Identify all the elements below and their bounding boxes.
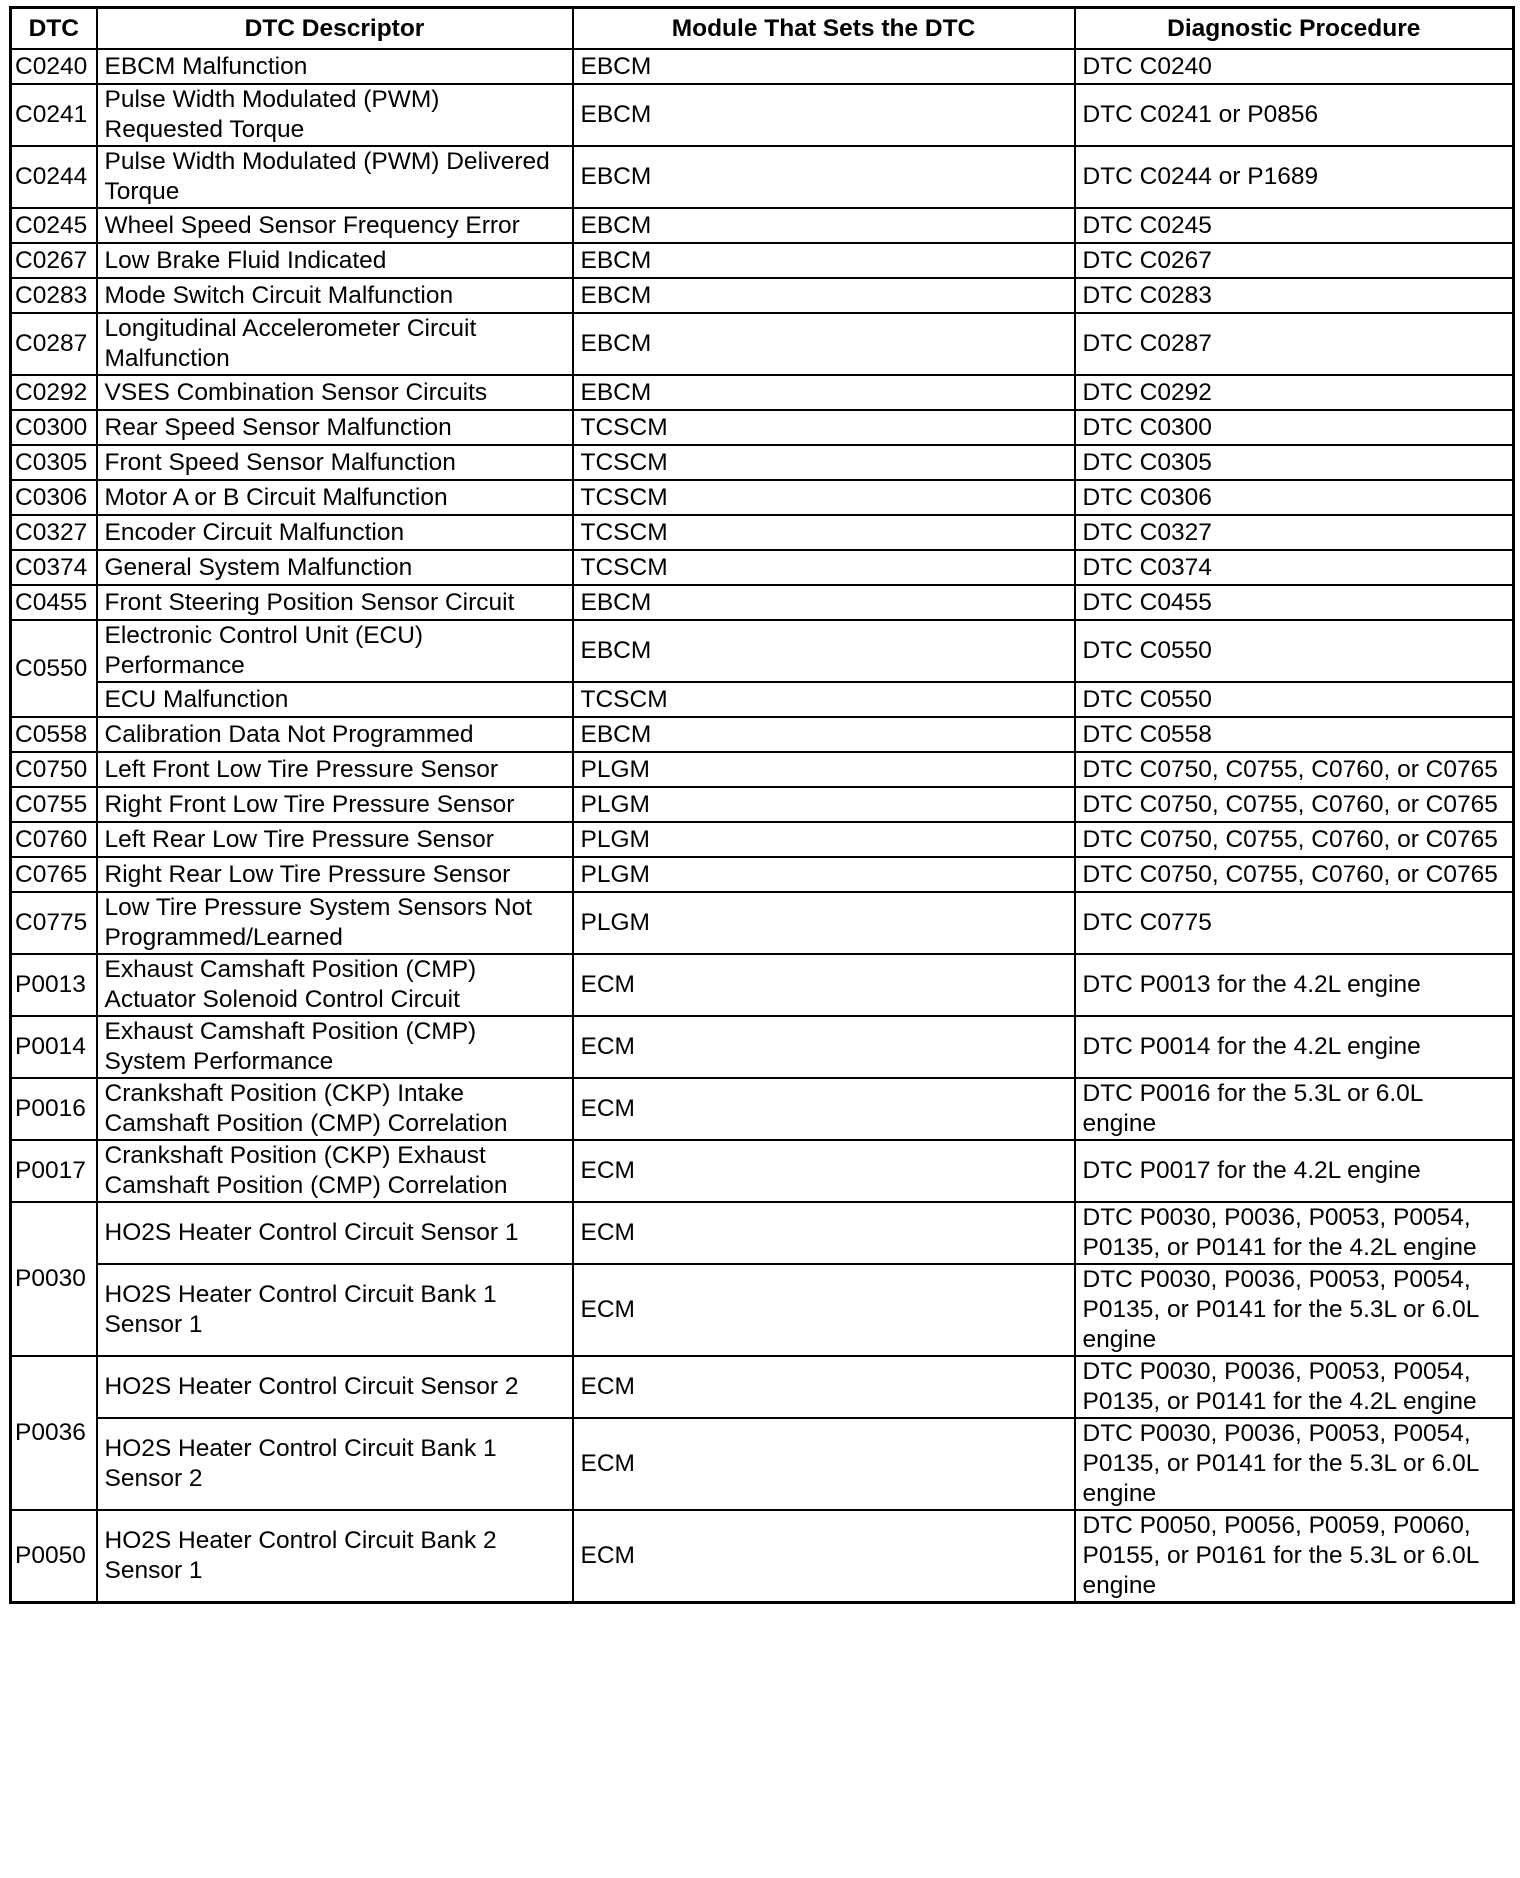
table-row (11, 1264, 1514, 1356)
table-row (11, 243, 1514, 278)
module-cell: EBCM (573, 49, 1075, 84)
procedure-cell: DTC C0305 (1075, 445, 1514, 480)
dtc-code-cell: P0030 (11, 1202, 97, 1356)
dtc-code-cell: C0455 (11, 585, 97, 620)
procedure-cell: DTC C0750, C0755, C0760, or C0765 (1075, 822, 1514, 857)
module-cell: ECM (573, 1078, 1075, 1140)
dtc-descriptor-cell: Electronic Control Unit (ECU) Performance (97, 620, 573, 682)
table-row (11, 822, 1514, 857)
module-cell: EBCM (573, 717, 1075, 752)
table-row (11, 146, 1514, 208)
dtc-code-cell: C0750 (11, 752, 97, 787)
table-row (11, 84, 1514, 146)
procedure-cell: DTC C0750, C0755, C0760, or C0765 (1075, 787, 1514, 822)
table-row (11, 752, 1514, 787)
dtc-descriptor-cell: Rear Speed Sensor Malfunction (97, 410, 573, 445)
dtc-descriptor-cell: HO2S Heater Control Circuit Bank 1 Sensor 1 (97, 1264, 573, 1356)
module-cell: EBCM (573, 278, 1075, 313)
dtc-code-cell: C0300 (11, 410, 97, 445)
module-cell: ECM (573, 1140, 1075, 1202)
table-row (11, 313, 1514, 375)
dtc-descriptor-cell: Mode Switch Circuit Malfunction (97, 278, 573, 313)
table-row (11, 208, 1514, 243)
dtc-code-cell: C0283 (11, 278, 97, 313)
module-cell: ECM (573, 1202, 1075, 1264)
dtc-descriptor-cell: EBCM Malfunction (97, 49, 573, 84)
module-cell: TCSCM (573, 515, 1075, 550)
dtc-code-cell: P0013 (11, 954, 97, 1016)
module-cell: ECM (573, 1016, 1075, 1078)
table-row (11, 550, 1514, 585)
dtc-descriptor-cell: Right Front Low Tire Pressure Sensor (97, 787, 573, 822)
procedure-cell: DTC P0030, P0036, P0053, P0054, P0135, or P0141 for the 5.3L or 6.0L engine (1075, 1264, 1514, 1356)
header-module: Module That Sets the DTC (573, 8, 1075, 50)
dtc-descriptor-cell: Low Tire Pressure System Sensors Not Programmed/Learned (97, 892, 573, 954)
procedure-cell: DTC C0306 (1075, 480, 1514, 515)
procedure-cell: DTC C0558 (1075, 717, 1514, 752)
module-cell: TCSCM (573, 480, 1075, 515)
dtc-code-cell: P0014 (11, 1016, 97, 1078)
header-dtc: DTC (11, 8, 97, 50)
dtc-descriptor-cell: Exhaust Camshaft Position (CMP) Actuator Solenoid Control Circuit (97, 954, 573, 1016)
procedure-cell: DTC C0292 (1075, 375, 1514, 410)
procedure-cell: DTC C0283 (1075, 278, 1514, 313)
dtc-code-cell: C0244 (11, 146, 97, 208)
table-row (11, 1418, 1514, 1510)
dtc-code-cell: C0306 (11, 480, 97, 515)
dtc-code-cell: C0550 (11, 620, 97, 717)
module-cell: ECM (573, 1356, 1075, 1418)
procedure-cell: DTC P0014 for the 4.2L engine (1075, 1016, 1514, 1078)
dtc-descriptor-cell: Calibration Data Not Programmed (97, 717, 573, 752)
procedure-cell: DTC C0244 or P1689 (1075, 146, 1514, 208)
header-descriptor: DTC Descriptor (97, 8, 573, 50)
procedure-cell: DTC P0017 for the 4.2L engine (1075, 1140, 1514, 1202)
table-row (11, 1510, 1514, 1603)
dtc-code-cell: C0267 (11, 243, 97, 278)
procedure-cell: DTC P0050, P0056, P0059, P0060, P0155, or P0161 for the 5.3L or 6.0L engine (1075, 1510, 1514, 1603)
procedure-cell: DTC C0550 (1075, 620, 1514, 682)
dtc-descriptor-cell: Low Brake Fluid Indicated (97, 243, 573, 278)
dtc-descriptor-cell: Front Speed Sensor Malfunction (97, 445, 573, 480)
module-cell: PLGM (573, 787, 1075, 822)
table-row (11, 954, 1514, 1016)
procedure-cell: DTC C0750, C0755, C0760, or C0765 (1075, 857, 1514, 892)
dtc-descriptor-cell: ECU Malfunction (97, 682, 573, 717)
dtc-descriptor-cell: Crankshaft Position (CKP) Intake Camshaft Position (CMP) Correlation (97, 1078, 573, 1140)
procedure-cell: DTC C0550 (1075, 682, 1514, 717)
module-cell: EBCM (573, 313, 1075, 375)
dtc-descriptor-cell: Pulse Width Modulated (PWM) Requested Torque (97, 84, 573, 146)
module-cell: TCSCM (573, 445, 1075, 480)
procedure-cell: DTC C0300 (1075, 410, 1514, 445)
procedure-cell: DTC C0327 (1075, 515, 1514, 550)
table-row (11, 857, 1514, 892)
dtc-code-cell: P0016 (11, 1078, 97, 1140)
table-row (11, 1202, 1514, 1264)
module-cell: EBCM (573, 84, 1075, 146)
table-row (11, 375, 1514, 410)
dtc-descriptor-cell: Left Front Low Tire Pressure Sensor (97, 752, 573, 787)
module-cell: EBCM (573, 146, 1075, 208)
dtc-descriptor-cell: Exhaust Camshaft Position (CMP) System Performance (97, 1016, 573, 1078)
dtc-code-cell: P0036 (11, 1356, 97, 1510)
module-cell: ECM (573, 1264, 1075, 1356)
dtc-code-cell: C0240 (11, 49, 97, 84)
dtc-descriptor-cell: Pulse Width Modulated (PWM) Delivered Torque (97, 146, 573, 208)
module-cell: EBCM (573, 243, 1075, 278)
dtc-descriptor-cell: Crankshaft Position (CKP) Exhaust Camshaft Position (CMP) Correlation (97, 1140, 573, 1202)
procedure-cell: DTC P0030, P0036, P0053, P0054, P0135, or P0141 for the 4.2L engine (1075, 1202, 1514, 1264)
module-cell: ECM (573, 1510, 1075, 1603)
dtc-code-cell: C0241 (11, 84, 97, 146)
dtc-descriptor-cell: HO2S Heater Control Circuit Bank 2 Sensor 1 (97, 1510, 573, 1603)
procedure-cell: DTC C0240 (1075, 49, 1514, 84)
procedure-cell: DTC C0241 or P0856 (1075, 84, 1514, 146)
dtc-table (9, 6, 1515, 1604)
dtc-code-cell: C0245 (11, 208, 97, 243)
table-row (11, 1016, 1514, 1078)
procedure-cell: DTC C0287 (1075, 313, 1514, 375)
dtc-code-cell: P0050 (11, 1510, 97, 1603)
table-row (11, 892, 1514, 954)
procedure-cell: DTC P0016 for the 5.3L or 6.0L engine (1075, 1078, 1514, 1140)
dtc-descriptor-cell: Longitudinal Accelerometer Circuit Malfunction (97, 313, 573, 375)
procedure-cell: DTC C0374 (1075, 550, 1514, 585)
procedure-cell: DTC P0013 for the 4.2L engine (1075, 954, 1514, 1016)
table-body (11, 49, 1514, 1603)
dtc-descriptor-cell: Encoder Circuit Malfunction (97, 515, 573, 550)
dtc-descriptor-cell: HO2S Heater Control Circuit Bank 1 Sensor 2 (97, 1418, 573, 1510)
procedure-cell: DTC C0775 (1075, 892, 1514, 954)
header-row (11, 8, 1514, 50)
table-row (11, 787, 1514, 822)
dtc-code-cell: C0327 (11, 515, 97, 550)
dtc-descriptor-cell: Front Steering Position Sensor Circuit (97, 585, 573, 620)
module-cell: TCSCM (573, 682, 1075, 717)
dtc-descriptor-cell: Wheel Speed Sensor Frequency Error (97, 208, 573, 243)
dtc-code-cell: C0775 (11, 892, 97, 954)
table-row (11, 620, 1514, 682)
table-row (11, 480, 1514, 515)
dtc-descriptor-cell: HO2S Heater Control Circuit Sensor 1 (97, 1202, 573, 1264)
dtc-descriptor-cell: Left Rear Low Tire Pressure Sensor (97, 822, 573, 857)
module-cell: EBCM (573, 585, 1075, 620)
procedure-cell: DTC C0245 (1075, 208, 1514, 243)
dtc-descriptor-cell: VSES Combination Sensor Circuits (97, 375, 573, 410)
dtc-descriptor-cell: HO2S Heater Control Circuit Sensor 2 (97, 1356, 573, 1418)
dtc-code-cell: P0017 (11, 1140, 97, 1202)
module-cell: ECM (573, 1418, 1075, 1510)
procedure-cell: DTC P0030, P0036, P0053, P0054, P0135, or P0141 for the 5.3L or 6.0L engine (1075, 1418, 1514, 1510)
module-cell: TCSCM (573, 410, 1075, 445)
procedure-cell: DTC C0267 (1075, 243, 1514, 278)
module-cell: EBCM (573, 620, 1075, 682)
dtc-code-cell: C0558 (11, 717, 97, 752)
dtc-code-cell: C0287 (11, 313, 97, 375)
module-cell: PLGM (573, 752, 1075, 787)
header-procedure: Diagnostic Procedure (1075, 8, 1514, 50)
module-cell: EBCM (573, 375, 1075, 410)
dtc-code-cell: C0765 (11, 857, 97, 892)
table-row (11, 445, 1514, 480)
table-row (11, 682, 1514, 717)
table-row (11, 278, 1514, 313)
table-row (11, 410, 1514, 445)
dtc-descriptor-cell: Right Rear Low Tire Pressure Sensor (97, 857, 573, 892)
module-cell: PLGM (573, 892, 1075, 954)
table-row (11, 49, 1514, 84)
dtc-descriptor-cell: General System Malfunction (97, 550, 573, 585)
dtc-descriptor-cell: Motor A or B Circuit Malfunction (97, 480, 573, 515)
procedure-cell: DTC P0030, P0036, P0053, P0054, P0135, or P0141 for the 4.2L engine (1075, 1356, 1514, 1418)
module-cell: PLGM (573, 857, 1075, 892)
dtc-code-cell: C0374 (11, 550, 97, 585)
dtc-code-cell: C0292 (11, 375, 97, 410)
module-cell: ECM (573, 954, 1075, 1016)
module-cell: TCSCM (573, 550, 1075, 585)
procedure-cell: DTC C0750, C0755, C0760, or C0765 (1075, 752, 1514, 787)
table-row (11, 1356, 1514, 1418)
module-cell: PLGM (573, 822, 1075, 857)
table-row (11, 1140, 1514, 1202)
table-row (11, 515, 1514, 550)
dtc-code-cell: C0305 (11, 445, 97, 480)
module-cell: EBCM (573, 208, 1075, 243)
table-row (11, 585, 1514, 620)
procedure-cell: DTC C0455 (1075, 585, 1514, 620)
table-row (11, 1078, 1514, 1140)
dtc-code-cell: C0755 (11, 787, 97, 822)
dtc-code-cell: C0760 (11, 822, 97, 857)
table-row (11, 717, 1514, 752)
